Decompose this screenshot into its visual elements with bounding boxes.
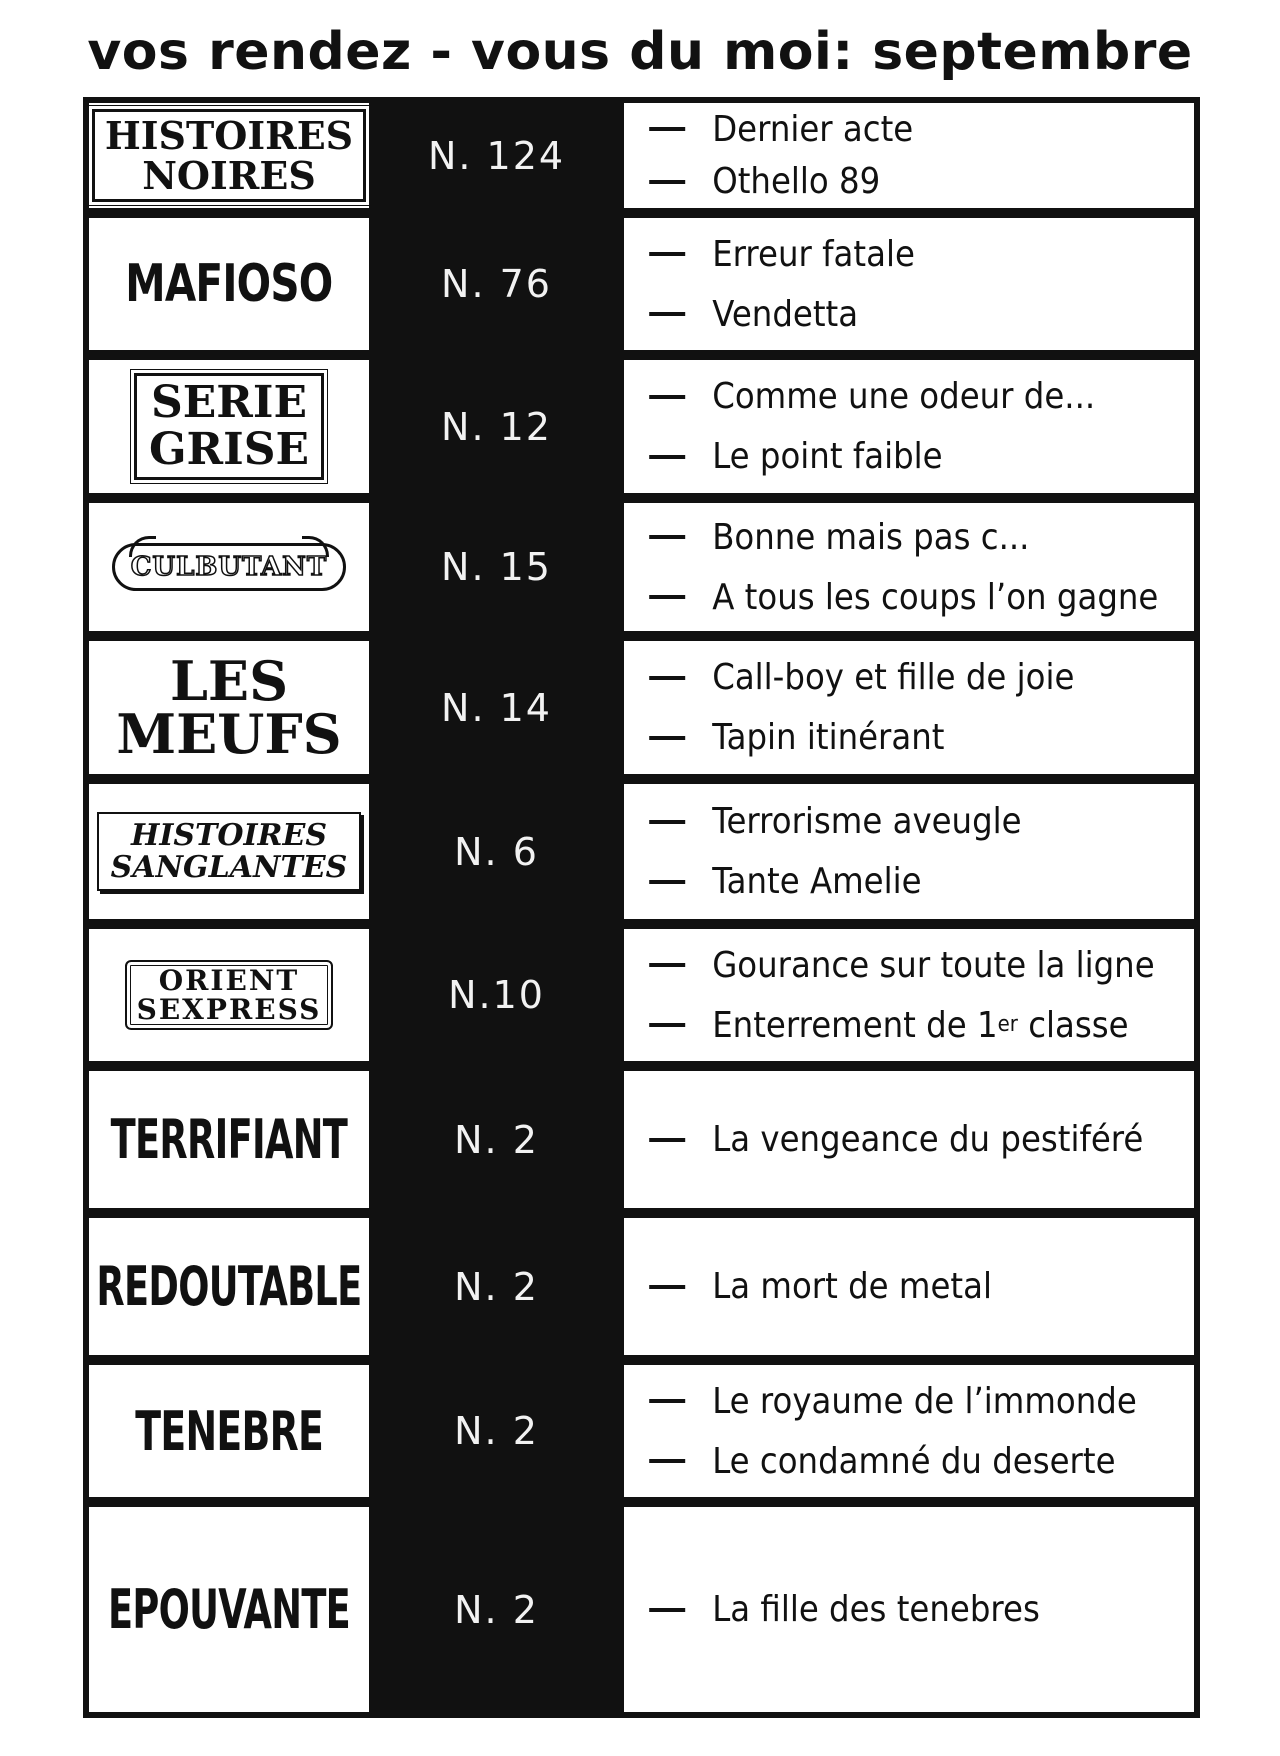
dash-icon [649,1608,685,1612]
table-row [89,360,1194,493]
story-title: Erreur fatale [624,224,1137,284]
story-title: Call-boy et fille de joie [624,648,1137,708]
dash-icon [649,676,685,680]
story-title: Enterrement de 1 er classe [624,995,1137,1055]
issue-number: N. 2 [454,1587,539,1632]
histoires-noires-logo [92,109,366,203]
titles-cell [624,929,1194,1061]
logo-line: SERIE [150,377,307,429]
epouvante-logo: EPOUVANTE [107,1578,351,1641]
story-title: Terrorisme aveugle [624,792,1137,852]
story-title: Bonne mais pas c... [624,507,1137,567]
titles-cell [624,1218,1194,1355]
dash-icon [649,736,685,740]
brand-cell [89,1507,369,1712]
brand-cell [89,929,369,1061]
table-row [89,103,1194,208]
dash-icon [649,1138,685,1142]
story-title: Dernier acte [624,103,1137,156]
dash-icon [649,880,685,884]
logo-line: SANGLANTES [110,849,348,885]
tenebre-logo: TENEBRE [135,1399,323,1463]
brand-cell [89,1218,369,1355]
dash-icon [649,1459,685,1463]
story-title: Le royaume de l’immonde [624,1371,1137,1431]
histoires-sanglantes-logo [97,812,362,891]
titles-cell [624,360,1194,493]
issue-number: N. 15 [441,545,552,589]
issue-number-cell [375,1507,618,1712]
brand-cell [89,503,369,631]
table-row [89,1071,1194,1208]
story-title: Comme une odeur de... [624,367,1137,427]
dash-icon [649,180,685,184]
logo-line: SEXPRESS [136,993,322,1026]
brand-cell [89,784,369,919]
brand-cell [89,103,369,208]
issue-number-cell [375,1365,618,1497]
issue-number: N. 76 [441,262,552,306]
table-row [89,1365,1194,1497]
story-title: La fille des tenebres [624,1580,1137,1640]
logo-line: MEUFS [116,701,342,766]
dash-icon [649,127,685,131]
story-title: Le point faible [624,427,1137,487]
schedule-table [83,97,1200,1718]
issue-number-cell [375,929,618,1061]
story-title: Gourance sur toute la ligne [624,935,1137,995]
story-title: Vendetta [624,284,1137,344]
brand-cell [89,1071,369,1208]
story-title: Othello 89 [624,156,1137,209]
titles-cell [624,1071,1194,1208]
story-title: Le condamné du deserte [624,1431,1137,1491]
brand-cell [89,360,369,493]
logo-line: ORIENT [158,963,300,997]
logo-line: HISTOIRES [130,818,327,853]
story-title: A tous les coups l’on gagne [624,567,1137,627]
brand-cell [89,1365,369,1497]
issue-number-cell [375,1071,618,1208]
issue-number: N. 2 [454,1264,539,1309]
titles-cell [624,103,1194,208]
brand-cell [89,218,369,350]
story-title: La vengeance du pestiféré [624,1110,1137,1170]
issue-number: N. 124 [427,133,566,178]
issue-number-cell [375,641,618,774]
page-title: vos rendez - vous du moi: septembre [87,22,1193,82]
issue-number: N. 6 [454,829,539,874]
logo-line: HISTOIRES [104,112,354,158]
table-row [89,641,1194,774]
dash-icon [649,252,685,256]
issue-number-cell [375,103,618,208]
titles-cell [624,641,1194,774]
story-title: La mort de metal [624,1257,1137,1317]
dash-icon [649,963,685,967]
issue-number-cell [375,503,618,631]
issue-number: N. 2 [454,1117,539,1162]
terrifiant-logo: TERRIFIANT [110,1108,348,1171]
logo-line: GRISE [148,423,310,475]
les-meufs-logo [116,648,342,766]
culbutant-logo: CULBUTANT [112,543,347,591]
issue-number-cell [375,1218,618,1355]
dash-icon [649,820,685,824]
titles-cell [624,503,1194,631]
dash-icon [649,1285,685,1289]
serie-grise-logo [134,373,324,479]
titles-cell [624,1507,1194,1712]
logo-line: LES [169,648,289,713]
story-title: Tante Amelie [624,852,1137,912]
issue-number: N. 14 [441,685,552,730]
titles-cell [624,784,1194,919]
dash-icon [649,595,685,599]
table-row [89,784,1194,919]
issue-number-cell [375,218,618,350]
table-row [89,218,1194,350]
issue-number-cell [375,360,618,493]
logo-line: NOIRES [142,152,316,198]
dash-icon [649,455,685,459]
table-row [89,929,1194,1061]
dash-icon [649,395,685,399]
titles-cell [624,218,1194,350]
dash-icon [649,1399,685,1403]
orient-sexpress-logo [125,960,334,1031]
dash-icon [649,1023,685,1027]
issue-number: N.10 [448,973,545,1017]
issue-number: N. 2 [454,1409,539,1453]
issue-number-cell [375,784,618,919]
table-row [89,503,1194,631]
table-row [89,1507,1194,1712]
dash-icon [649,535,685,539]
titles-cell [624,1365,1194,1497]
mafioso-logo: MAFIOSO [125,254,333,314]
story-title: Tapin itinérant [624,708,1137,768]
brand-cell [89,641,369,774]
issue-number: N. 12 [441,404,552,449]
table-row [89,1218,1194,1355]
redoutable-logo: REDOUTABLE [96,1255,362,1318]
dash-icon [649,312,685,316]
